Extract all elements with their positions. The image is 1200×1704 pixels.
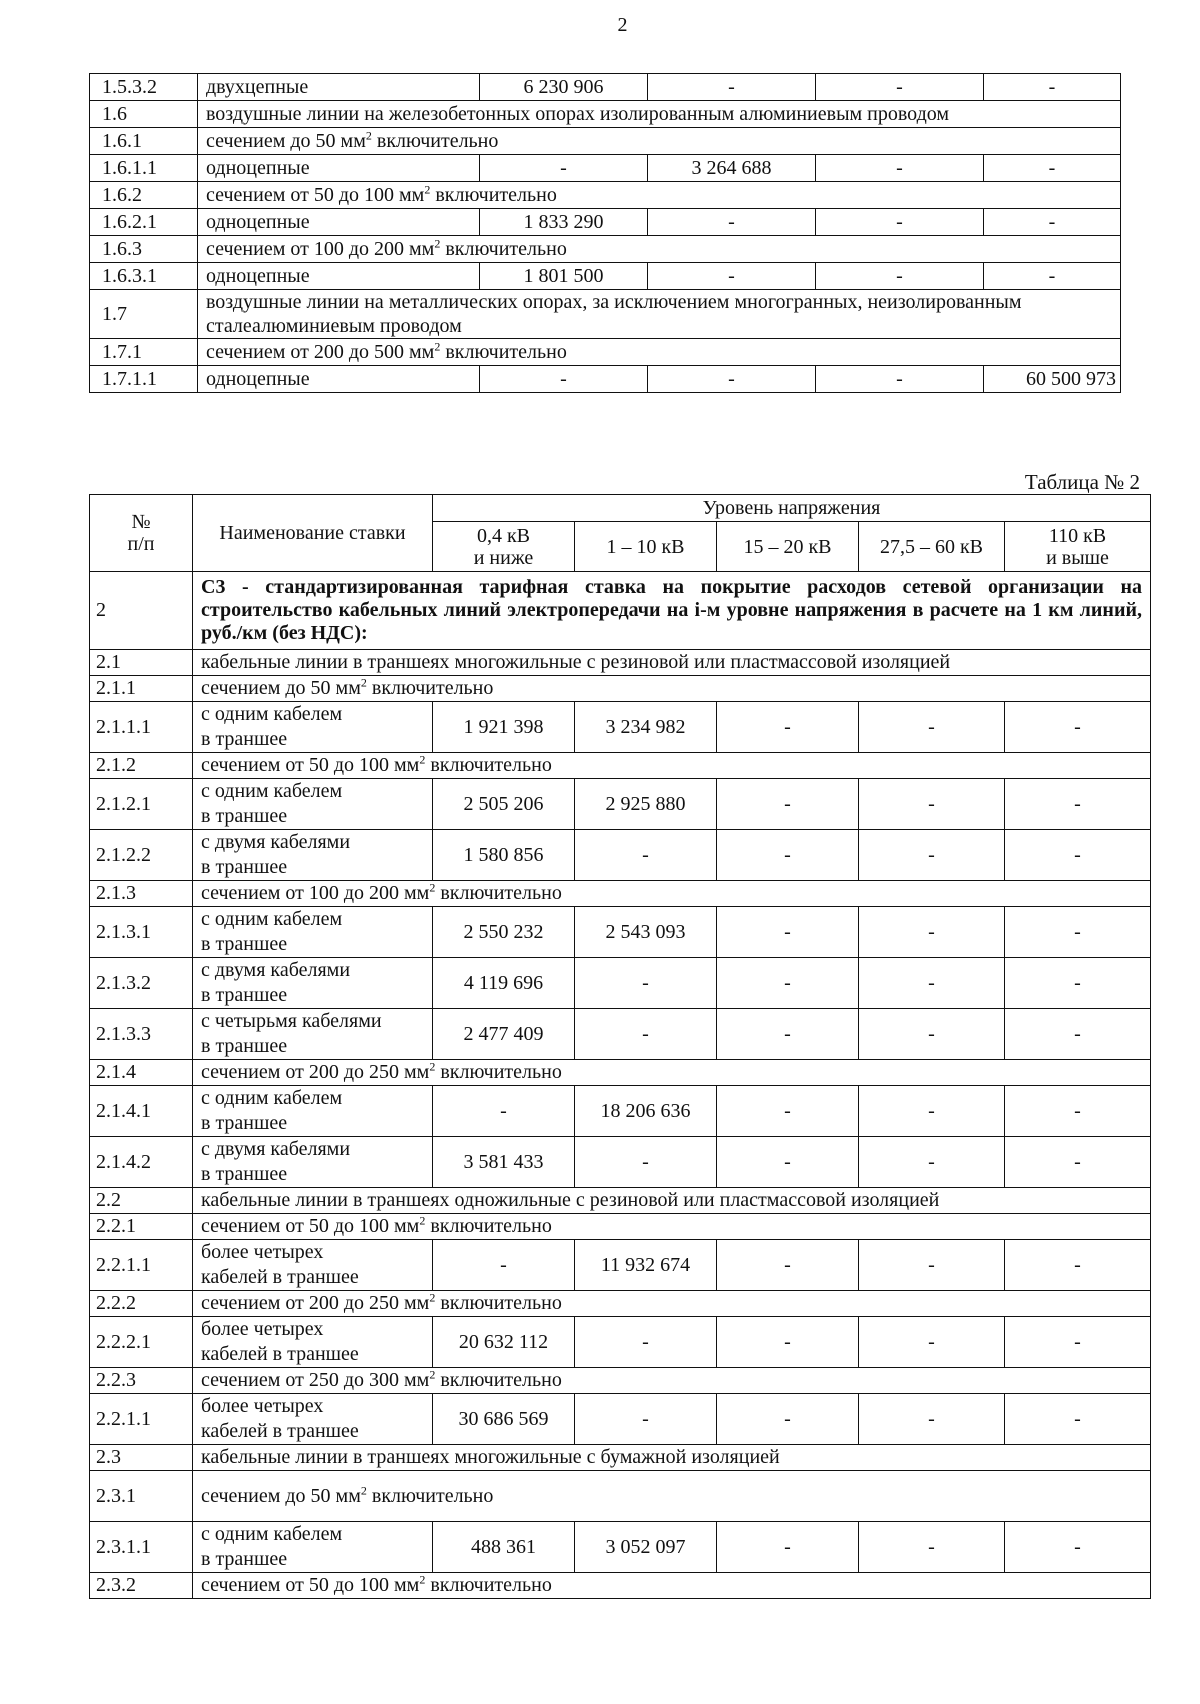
- row-description-sup: 2: [360, 1482, 367, 1497]
- header-level-line1: 0,4 кВ: [476, 524, 531, 547]
- value-cell: 3 581 433: [433, 1137, 575, 1188]
- value-cell: -: [1005, 702, 1151, 753]
- table-row: [90, 1060, 1151, 1086]
- row-description-line1: с двумя кабелями: [201, 959, 351, 981]
- row-description: [193, 1214, 1151, 1240]
- table-row: [90, 1240, 1151, 1291]
- table-caption: Таблица № 2: [1024, 470, 1140, 494]
- table-row: [90, 1137, 1151, 1188]
- row-description: [193, 676, 1151, 702]
- row-description-line1: с одним кабелем: [201, 1523, 343, 1545]
- row-number: 2.1.4.1: [90, 1086, 193, 1137]
- header-level: [859, 522, 1005, 572]
- row-description: [198, 128, 1121, 155]
- value-cell: 1 801 500: [480, 263, 648, 290]
- value-cell: 18 206 636: [575, 1086, 717, 1137]
- value-cell: -: [575, 1317, 717, 1368]
- row-number: 2.1.2.2: [90, 830, 193, 881]
- row-description: [193, 1188, 1151, 1214]
- row-description-tail: включительно: [366, 1484, 494, 1507]
- table-row: [90, 907, 1151, 958]
- row-number: 2.1.4: [90, 1060, 193, 1086]
- value-cell: 2 477 409: [433, 1009, 575, 1060]
- value-cell: -: [1005, 1009, 1151, 1060]
- value-cell: 3 264 688: [648, 155, 816, 182]
- value-cell: -: [1005, 1394, 1151, 1445]
- value-cell: 4 119 696: [433, 958, 575, 1009]
- row-description: [193, 650, 1151, 676]
- table-row: [90, 1214, 1151, 1240]
- row-description-sup: 2: [419, 1213, 426, 1228]
- value-cell: -: [480, 155, 648, 182]
- row-description-line1: с одним кабелем: [201, 703, 343, 725]
- value-cell: -: [717, 1137, 859, 1188]
- row-number: 2.3.1.1: [90, 1522, 193, 1573]
- row-number: 1.6.1.1: [90, 155, 198, 182]
- row-description-tail: включительно: [430, 184, 557, 206]
- row-description-tail: включительно: [435, 882, 562, 904]
- value-cell: 1 921 398: [433, 702, 575, 753]
- row-description-text: сечением до 50 мм: [201, 1484, 361, 1507]
- table-row: [90, 182, 1121, 209]
- header-level-line2: и ниже: [473, 546, 534, 569]
- value-cell: -: [575, 830, 717, 881]
- row-description: одноцепные: [198, 155, 480, 182]
- value-cell: 6 230 906: [480, 74, 648, 101]
- value-cell: -: [717, 1394, 859, 1445]
- value-cell: -: [717, 1086, 859, 1137]
- table-row: [90, 366, 1121, 393]
- value-cell: 1 833 290: [480, 209, 648, 236]
- row-description-text: сечением до 50 мм: [201, 677, 361, 699]
- value-cell: -: [575, 958, 717, 1009]
- row-description-line2: в траншее: [201, 1548, 288, 1570]
- row-description-tail: включительно: [425, 1215, 552, 1237]
- row-number: 2.1.1.1: [90, 702, 193, 753]
- section-title: С3 - стандартизированная тарифная ставка на покрытие расходов сетевой организации на строительство кабельных линий электропередачи на i-м уровне напряжения в расчете на 1 км линий, руб./км (без НДС):: [193, 572, 1151, 650]
- value-cell: -: [859, 1317, 1005, 1368]
- table-row: [90, 1471, 1151, 1522]
- row-description-line1: с четырьмя кабелями: [201, 1010, 382, 1032]
- value-cell: -: [816, 74, 984, 101]
- row-description: [193, 881, 1151, 907]
- value-cell: 2 925 880: [575, 779, 717, 830]
- table-row: [90, 128, 1121, 155]
- row-description: [193, 1471, 1151, 1522]
- row-description-text: сечением от 100 до 200 мм: [206, 238, 435, 260]
- value-cell: 20 632 112: [433, 1317, 575, 1368]
- header-num-line1: №: [131, 511, 151, 533]
- value-cell: -: [1005, 907, 1151, 958]
- page-number: 2: [617, 14, 628, 36]
- table-row: [90, 1394, 1151, 1445]
- value-cell: -: [859, 702, 1005, 753]
- header-voltage-level: Уровень напряжения: [433, 495, 1151, 522]
- value-cell: -: [1005, 1137, 1151, 1188]
- table-row: [90, 1522, 1151, 1573]
- row-description-line1: с двумя кабелями: [201, 831, 351, 853]
- row-description-text: сечением от 50 до 100 мм: [201, 754, 420, 776]
- row-description-line1: более четырех: [201, 1318, 324, 1340]
- tariff-table-2: [89, 494, 1151, 1599]
- row-number: 2.1.3: [90, 881, 193, 907]
- row-number: 1.6: [90, 101, 198, 128]
- row-description-tail: включительно: [425, 1574, 552, 1596]
- row-description-tail: включительно: [435, 1369, 562, 1391]
- value-cell: -: [575, 1394, 717, 1445]
- row-description: [198, 101, 1121, 128]
- value-cell: -: [1005, 1522, 1151, 1573]
- table-row: [90, 263, 1121, 290]
- section-num: 2: [90, 572, 193, 650]
- row-description-line2: кабелей в траншее: [201, 1420, 359, 1442]
- row-number: 2.2.2.1: [90, 1317, 193, 1368]
- row-description: одноцепные: [198, 209, 480, 236]
- header-level: [575, 522, 717, 572]
- header-level: [717, 522, 859, 572]
- row-description-text: кабельные линии в траншеях одножильные с резиновой или пластмассовой изоляцией: [201, 1189, 940, 1211]
- row-description-text: сечением от 50 до 100 мм: [206, 184, 425, 206]
- header-level: [1005, 522, 1151, 572]
- row-description-line2: в траншее: [201, 1112, 288, 1134]
- value-cell: -: [1005, 779, 1151, 830]
- row-description-text: сечением от 250 до 300 мм: [201, 1369, 430, 1391]
- row-description: [193, 779, 433, 830]
- row-description-sup: 2: [434, 339, 441, 354]
- header-level: [433, 522, 575, 572]
- value-cell: 2 543 093: [575, 907, 717, 958]
- table-row: [90, 881, 1151, 907]
- row-number: 2.3: [90, 1445, 193, 1471]
- row-number: 1.6.1: [90, 128, 198, 155]
- table-row: [90, 1573, 1151, 1599]
- row-number: 1.6.2: [90, 182, 198, 209]
- table-row: [90, 676, 1151, 702]
- row-number: 1.7.1.1: [90, 366, 198, 393]
- value-cell: 3 052 097: [575, 1522, 717, 1573]
- header-name: Наименование ставки: [193, 495, 433, 572]
- table-row: [90, 74, 1121, 101]
- row-description-tail: включительно: [371, 130, 499, 152]
- header-level-line1: 15 – 20 кВ: [743, 535, 832, 558]
- row-number: 2.3.2: [90, 1573, 193, 1599]
- value-cell: -: [717, 958, 859, 1009]
- row-description: [193, 1522, 433, 1573]
- row-number: 2.2.3: [90, 1368, 193, 1394]
- row-description-tail: включительно: [366, 677, 494, 699]
- value-cell: -: [859, 958, 1005, 1009]
- row-description-line2: в траншее: [201, 984, 288, 1006]
- table-row: [90, 1445, 1151, 1471]
- table-row: [90, 1188, 1151, 1214]
- value-cell: 2 505 206: [433, 779, 575, 830]
- row-description-tail: включительно: [440, 238, 567, 260]
- row-description-text: воздушные линии на металлических опорах, за исключением многогранных, неизолированным сталеалюминиевым проводом: [206, 291, 1022, 337]
- value-cell: -: [717, 1009, 859, 1060]
- row-number: 2.2: [90, 1188, 193, 1214]
- row-description-line2: кабелей в траншее: [201, 1266, 359, 1288]
- row-description-sup: 2: [365, 128, 372, 143]
- value-cell: -: [717, 830, 859, 881]
- row-description: [193, 1573, 1151, 1599]
- row-description-text: кабельные линии в траншеях многожильные с резиновой или пластмассовой изоляцией: [201, 651, 951, 673]
- row-description: [193, 1137, 433, 1188]
- row-description: одноцепные: [198, 263, 480, 290]
- value-cell: 60 500 973: [984, 366, 1121, 393]
- row-description-sup: 2: [429, 880, 436, 895]
- value-cell: -: [859, 1009, 1005, 1060]
- value-cell: 11 932 674: [575, 1240, 717, 1291]
- row-description: [193, 958, 433, 1009]
- table-row: [90, 339, 1121, 366]
- row-description-line1: с одним кабелем: [201, 780, 343, 802]
- row-number: 2.1.3.2: [90, 958, 193, 1009]
- value-cell: -: [717, 702, 859, 753]
- row-description: [193, 702, 433, 753]
- table-row: [90, 236, 1121, 263]
- row-description-text: сечением от 200 до 250 мм: [201, 1061, 430, 1083]
- row-number: 2.1.3.3: [90, 1009, 193, 1060]
- row-number: 1.6.3: [90, 236, 198, 263]
- row-description-line2: кабелей в траншее: [201, 1343, 359, 1365]
- row-description: [193, 1291, 1151, 1317]
- table-row: [90, 958, 1151, 1009]
- value-cell: 3 234 982: [575, 702, 717, 753]
- value-cell: -: [717, 1240, 859, 1291]
- row-description-text: сечением от 200 до 500 мм: [206, 341, 435, 363]
- row-description: [198, 339, 1121, 366]
- value-cell: -: [1005, 1317, 1151, 1368]
- value-cell: -: [816, 209, 984, 236]
- value-cell: -: [433, 1086, 575, 1137]
- row-description: [198, 182, 1121, 209]
- row-number: 1.7: [90, 290, 198, 339]
- row-number: 1.7.1: [90, 339, 198, 366]
- value-cell: -: [648, 366, 816, 393]
- table-row: [90, 209, 1121, 236]
- row-description: [193, 907, 433, 958]
- row-number: 2.1.3.1: [90, 907, 193, 958]
- row-number: 1.6.3.1: [90, 263, 198, 290]
- table2-header: [90, 495, 1151, 572]
- header-level-line1: 110 кВ: [1048, 524, 1107, 547]
- value-cell: -: [1005, 1086, 1151, 1137]
- row-description-sup: 2: [360, 675, 367, 690]
- table-row: [90, 650, 1151, 676]
- row-description-line2: в траншее: [201, 805, 288, 827]
- row-description-line1: с одним кабелем: [201, 1087, 343, 1109]
- table-row: [90, 1009, 1151, 1060]
- table-row: [90, 779, 1151, 830]
- row-description: [193, 1009, 433, 1060]
- row-description: [193, 1394, 433, 1445]
- row-description-tail: включительно: [435, 1061, 562, 1083]
- value-cell: -: [1005, 1240, 1151, 1291]
- row-description: [193, 1445, 1151, 1471]
- value-cell: -: [859, 1240, 1005, 1291]
- tariff-table-continued: [89, 73, 1121, 393]
- row-description-sup: 2: [419, 752, 426, 767]
- table-row: [90, 1086, 1151, 1137]
- row-description: [198, 290, 1121, 339]
- row-description-line1: более четырех: [201, 1241, 324, 1263]
- value-cell: -: [984, 209, 1121, 236]
- row-description-tail: включительно: [425, 754, 552, 776]
- row-description-text: сечением до 50 мм: [206, 130, 366, 152]
- row-description: [193, 753, 1151, 779]
- value-cell: -: [717, 1317, 859, 1368]
- header-level-line2: и выше: [1046, 546, 1109, 569]
- row-description-sup: 2: [429, 1059, 436, 1074]
- row-description: [193, 1240, 433, 1291]
- row-description-sup: 2: [429, 1290, 436, 1305]
- value-cell: -: [816, 155, 984, 182]
- row-description-line1: с одним кабелем: [201, 908, 343, 930]
- header-level-line1: 1 – 10 кВ: [606, 535, 685, 558]
- header-num-line2: п/п: [127, 533, 155, 555]
- value-cell: -: [859, 779, 1005, 830]
- row-description-text: сечением от 200 до 250 мм: [201, 1292, 430, 1314]
- row-number: 2.2.1.1: [90, 1240, 193, 1291]
- value-cell: -: [859, 1137, 1005, 1188]
- table-row: [90, 155, 1121, 182]
- value-cell: -: [717, 907, 859, 958]
- value-cell: -: [433, 1240, 575, 1291]
- value-cell: -: [984, 263, 1121, 290]
- table-row: [90, 290, 1121, 339]
- row-description: [193, 1060, 1151, 1086]
- row-description: одноцепные: [198, 366, 480, 393]
- value-cell: -: [480, 366, 648, 393]
- value-cell: 30 686 569: [433, 1394, 575, 1445]
- row-description-text: кабельные линии в траншеях многожильные с бумажной изоляцией: [201, 1446, 780, 1468]
- row-description-line2: в траншее: [201, 933, 288, 955]
- row-description-tail: включительно: [435, 1292, 562, 1314]
- table-row: [90, 1368, 1151, 1394]
- row-description-line2: в траншее: [201, 1035, 288, 1057]
- value-cell: -: [859, 1522, 1005, 1573]
- table2-body: [90, 572, 1151, 1599]
- value-cell: -: [1005, 958, 1151, 1009]
- row-description-text: воздушные линии на железобетонных опорах изолированным алюминиевым проводом: [206, 103, 950, 125]
- value-cell: -: [717, 779, 859, 830]
- row-description: [198, 236, 1121, 263]
- row-number: 1.5.3.2: [90, 74, 198, 101]
- row-description: [193, 1317, 433, 1368]
- row-description-line2: в траншее: [201, 856, 288, 878]
- table-row: [90, 753, 1151, 779]
- value-cell: -: [575, 1137, 717, 1188]
- value-cell: -: [984, 155, 1121, 182]
- value-cell: -: [648, 209, 816, 236]
- row-number: 2.1: [90, 650, 193, 676]
- row-description-text: сечением от 50 до 100 мм: [201, 1574, 420, 1596]
- row-description: двухцепные: [198, 74, 480, 101]
- row-description: [193, 830, 433, 881]
- row-number: 2.1.2.1: [90, 779, 193, 830]
- row-number: 2.3.1: [90, 1471, 193, 1522]
- row-description-sup: 2: [424, 182, 431, 197]
- row-description-line1: более четырех: [201, 1395, 324, 1417]
- row-number: 2.2.2: [90, 1291, 193, 1317]
- row-description-line1: с двумя кабелями: [201, 1138, 351, 1160]
- value-cell: -: [859, 1394, 1005, 1445]
- row-number: 2.1.4.2: [90, 1137, 193, 1188]
- row-number: 1.6.2.1: [90, 209, 198, 236]
- table-row: [90, 830, 1151, 881]
- value-cell: -: [859, 907, 1005, 958]
- value-cell: -: [717, 1522, 859, 1573]
- value-cell: -: [816, 263, 984, 290]
- value-cell: -: [575, 1009, 717, 1060]
- row-number: 2.1.1: [90, 676, 193, 702]
- value-cell: -: [859, 1086, 1005, 1137]
- row-number: 2.1.2: [90, 753, 193, 779]
- row-number: 2.2.1: [90, 1214, 193, 1240]
- header-level-line1: 27,5 – 60 кВ: [879, 535, 984, 558]
- row-description-text: сечением от 100 до 200 мм: [201, 882, 430, 904]
- table1-body: [90, 74, 1121, 393]
- row-description-sup: 2: [419, 1572, 426, 1587]
- header-num: [90, 495, 193, 572]
- value-cell: 488 361: [433, 1522, 575, 1573]
- table-row: [90, 101, 1121, 128]
- table-row: [90, 1291, 1151, 1317]
- value-cell: -: [648, 74, 816, 101]
- row-number: 2.2.1.1: [90, 1394, 193, 1445]
- row-description-sup: 2: [434, 236, 441, 251]
- value-cell: 2 550 232: [433, 907, 575, 958]
- row-description-text: сечением от 50 до 100 мм: [201, 1215, 420, 1237]
- row-description: [193, 1086, 433, 1137]
- row-description-line2: в траншее: [201, 1163, 288, 1185]
- table-row: [90, 1317, 1151, 1368]
- table-row: [90, 702, 1151, 753]
- value-cell: 1 580 856: [433, 830, 575, 881]
- value-cell: -: [816, 366, 984, 393]
- row-description-sup: 2: [429, 1367, 436, 1382]
- value-cell: -: [859, 830, 1005, 881]
- value-cell: -: [984, 74, 1121, 101]
- row-description: [193, 1368, 1151, 1394]
- row-description-tail: включительно: [440, 341, 567, 363]
- value-cell: -: [648, 263, 816, 290]
- row-description-line2: в траншее: [201, 728, 288, 750]
- value-cell: -: [1005, 830, 1151, 881]
